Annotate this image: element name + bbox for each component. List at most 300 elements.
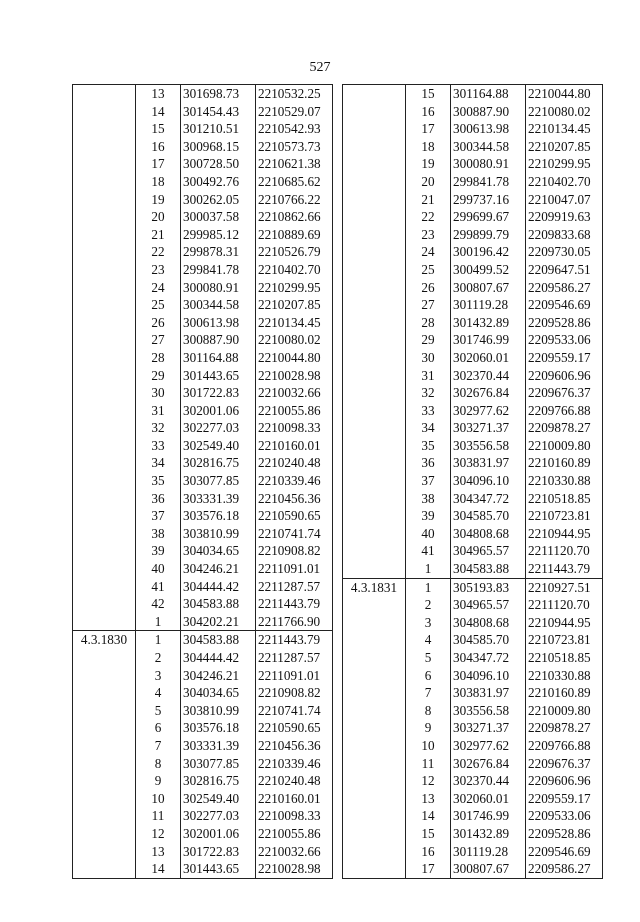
- x-coordinate-cell: 303810.99: [181, 702, 256, 720]
- table-row: [343, 419, 603, 437]
- point-number-cell: 40: [151, 561, 165, 577]
- section-cell: 4.3.1830: [73, 631, 136, 649]
- y-coordinate-cell: 2210908.82: [256, 542, 333, 560]
- table-row: [73, 138, 333, 156]
- point-number-cell: 14: [151, 103, 165, 119]
- point-number-cell: 31: [151, 402, 165, 418]
- section-cell: [73, 384, 136, 402]
- x-coordinate-cell: 301432.89: [451, 314, 526, 332]
- x-coordinate-cell: 303271.37: [451, 419, 526, 437]
- point-number-cell: 3: [424, 614, 432, 630]
- x-coordinate-cell: 304347.72: [451, 649, 526, 667]
- point-number-cell: 19: [151, 191, 165, 207]
- y-coordinate-cell: 2210766.22: [256, 191, 333, 209]
- x-coordinate-cell: 304808.68: [451, 525, 526, 543]
- x-coordinate-cell: 302549.40: [181, 790, 256, 808]
- y-coordinate-cell: 2210573.73: [256, 138, 333, 156]
- section-cell: [343, 437, 406, 455]
- point-number-cell: 34: [151, 455, 165, 471]
- section-cell: [343, 560, 406, 578]
- x-coordinate-cell: 299737.16: [451, 191, 526, 209]
- y-coordinate-cell: 2210009.80: [526, 702, 603, 720]
- section-cell: [343, 472, 406, 490]
- x-coordinate-cell: 305193.83: [451, 578, 526, 596]
- y-coordinate-cell: 2209766.88: [526, 737, 603, 755]
- x-coordinate-cell: 299699.67: [451, 208, 526, 226]
- y-coordinate-cell: 2210207.85: [256, 296, 333, 314]
- table-row: [343, 614, 603, 632]
- x-coordinate-cell: 300492.76: [181, 173, 256, 191]
- x-coordinate-cell: 301432.89: [451, 825, 526, 843]
- y-coordinate-cell: 2210047.07: [526, 191, 603, 209]
- y-coordinate-cell: 2209586.27: [526, 860, 603, 878]
- point-number-cell: 2: [154, 650, 162, 665]
- point-number-cell: 10: [151, 790, 165, 806]
- table-row: [73, 103, 333, 121]
- point-number-cell: 37: [151, 508, 165, 524]
- y-coordinate-cell: 2211091.01: [256, 560, 333, 578]
- section-cell: [343, 825, 406, 843]
- table-row: [343, 667, 603, 685]
- table-row: [343, 790, 603, 808]
- section-cell: [343, 737, 406, 755]
- x-coordinate-cell: 302001.06: [181, 825, 256, 843]
- point-number-cell: 28: [151, 349, 165, 365]
- y-coordinate-cell: 2209528.86: [526, 314, 603, 332]
- y-coordinate-cell: 2210240.48: [256, 454, 333, 472]
- point-number-cell: 18: [151, 173, 165, 189]
- coordinate-table-left: [72, 84, 333, 879]
- point-number-cell: 36: [151, 490, 165, 506]
- y-coordinate-cell: 2210299.95: [256, 279, 333, 297]
- x-coordinate-cell: 304034.65: [181, 542, 256, 560]
- point-number-cell: 21: [151, 226, 165, 242]
- y-coordinate-cell: 2209559.17: [526, 790, 603, 808]
- y-coordinate-cell: 2211443.79: [256, 631, 333, 649]
- section-cell: [343, 138, 406, 156]
- table-row: [73, 667, 333, 685]
- x-coordinate-cell: 300499.52: [451, 261, 526, 279]
- x-coordinate-cell: 302370.44: [451, 367, 526, 385]
- section-cell: [73, 525, 136, 543]
- section-cell: [73, 173, 136, 191]
- section-cell: [343, 120, 406, 138]
- y-coordinate-cell: 2209586.27: [526, 279, 603, 297]
- section-cell: [343, 384, 406, 402]
- section-cell: [73, 331, 136, 349]
- y-coordinate-cell: 2210862.66: [256, 208, 333, 226]
- section-cell: [343, 790, 406, 808]
- x-coordinate-cell: 302001.06: [181, 402, 256, 420]
- section-cell: [73, 755, 136, 773]
- section-cell: [343, 490, 406, 508]
- point-number-cell: 35: [421, 437, 435, 453]
- section-cell: [73, 314, 136, 332]
- table-row: [343, 173, 603, 191]
- y-coordinate-cell: 2209833.68: [526, 226, 603, 244]
- section-cell: [343, 507, 406, 525]
- point-number-cell: 3: [154, 667, 162, 683]
- x-coordinate-cell: 301746.99: [451, 807, 526, 825]
- section-cell: [73, 367, 136, 385]
- table-row: [343, 437, 603, 455]
- table-row: [343, 243, 603, 261]
- table-row: [73, 755, 333, 773]
- table-row: [343, 490, 603, 508]
- x-coordinate-cell: 300613.98: [451, 120, 526, 138]
- y-coordinate-cell: 2210098.33: [256, 807, 333, 825]
- section-cell: [73, 667, 136, 685]
- x-coordinate-cell: 300037.58: [181, 208, 256, 226]
- coordinate-table-right: [342, 84, 603, 879]
- section-cell: [73, 595, 136, 613]
- y-coordinate-cell: 2209647.51: [526, 261, 603, 279]
- y-coordinate-cell: 2210590.65: [256, 719, 333, 737]
- table-row: [343, 138, 603, 156]
- section-cell: [73, 843, 136, 861]
- table-row: [73, 860, 333, 878]
- section-cell: [73, 560, 136, 578]
- point-number-cell: 16: [151, 138, 165, 154]
- y-coordinate-cell: 2210402.70: [526, 173, 603, 191]
- x-coordinate-cell: 302277.03: [181, 807, 256, 825]
- table-row: [343, 825, 603, 843]
- y-coordinate-cell: 2210330.88: [526, 472, 603, 490]
- x-coordinate-cell: 302676.84: [451, 384, 526, 402]
- y-coordinate-cell: 2209606.96: [526, 772, 603, 790]
- section-cell: [343, 226, 406, 244]
- y-coordinate-cell: 2210032.66: [256, 384, 333, 402]
- table-row: [343, 349, 603, 367]
- table-row: [73, 472, 333, 490]
- table-row: [343, 755, 603, 773]
- point-number-cell: 20: [151, 209, 165, 225]
- table-row: [73, 737, 333, 755]
- table-row: [343, 772, 603, 790]
- table-row: [343, 85, 603, 103]
- x-coordinate-cell: 300196.42: [451, 243, 526, 261]
- y-coordinate-cell: 2210207.85: [526, 138, 603, 156]
- x-coordinate-cell: 304096.10: [451, 667, 526, 685]
- table-row: [343, 226, 603, 244]
- table-row: [73, 314, 333, 332]
- y-coordinate-cell: 2209546.69: [526, 843, 603, 861]
- point-number-cell: 24: [151, 279, 165, 295]
- table-row: [73, 402, 333, 420]
- point-number-cell: 9: [424, 720, 432, 736]
- y-coordinate-cell: 2210621.38: [256, 155, 333, 173]
- table-row: [73, 173, 333, 191]
- point-number-cell: 39: [421, 508, 435, 524]
- y-coordinate-cell: 2211120.70: [526, 542, 603, 560]
- section-cell: [73, 138, 136, 156]
- section-cell: [343, 649, 406, 667]
- x-coordinate-cell: 304585.70: [451, 507, 526, 525]
- y-coordinate-cell: 2210028.98: [256, 367, 333, 385]
- point-number-cell: 33: [421, 402, 435, 418]
- x-coordinate-cell: 299985.12: [181, 226, 256, 244]
- section-cell: [343, 85, 406, 103]
- section-cell: [73, 85, 136, 103]
- x-coordinate-cell: 301698.73: [181, 85, 256, 103]
- table-row: [343, 155, 603, 173]
- y-coordinate-cell: 2209546.69: [526, 296, 603, 314]
- table-row: [343, 596, 603, 614]
- table-row: [343, 208, 603, 226]
- section-cell: [73, 120, 136, 138]
- x-coordinate-cell: 302676.84: [451, 755, 526, 773]
- x-coordinate-cell: 302816.75: [181, 772, 256, 790]
- x-coordinate-cell: 301119.28: [451, 843, 526, 861]
- section-cell: [73, 419, 136, 437]
- point-number-cell: 26: [421, 279, 435, 295]
- section-cell: [343, 314, 406, 332]
- section-cell: [73, 719, 136, 737]
- section-cell: [73, 490, 136, 508]
- y-coordinate-cell: 2209606.96: [526, 367, 603, 385]
- point-number-cell: 15: [406, 85, 451, 103]
- table-row: [73, 279, 333, 297]
- table-row: [73, 772, 333, 790]
- x-coordinate-cell: 304246.21: [181, 560, 256, 578]
- y-coordinate-cell: 2211091.01: [256, 667, 333, 685]
- table-row: [343, 843, 603, 861]
- x-coordinate-cell: 302060.01: [451, 790, 526, 808]
- y-coordinate-cell: 2210456.36: [256, 737, 333, 755]
- section-cell: [73, 542, 136, 560]
- x-coordinate-cell: 300080.91: [451, 155, 526, 173]
- x-coordinate-cell: 304096.10: [451, 472, 526, 490]
- section-cell: [73, 349, 136, 367]
- table-row: [343, 384, 603, 402]
- x-coordinate-cell: 304583.88: [181, 595, 256, 613]
- section-cell: [343, 103, 406, 121]
- section-cell: [73, 578, 136, 596]
- y-coordinate-cell: 2209878.27: [526, 419, 603, 437]
- table-row: [73, 684, 333, 702]
- y-coordinate-cell: 2210590.65: [256, 507, 333, 525]
- y-coordinate-cell: 2210009.80: [526, 437, 603, 455]
- section-cell: [73, 437, 136, 455]
- x-coordinate-cell: 300344.58: [451, 138, 526, 156]
- point-number-cell: 20: [421, 173, 435, 189]
- table-row: [343, 684, 603, 702]
- x-coordinate-cell: 300807.67: [451, 279, 526, 297]
- table-row: [73, 367, 333, 385]
- x-coordinate-cell: 300807.67: [451, 860, 526, 878]
- point-number-cell: 11: [421, 755, 435, 771]
- y-coordinate-cell: 2210339.46: [256, 472, 333, 490]
- x-coordinate-cell: 304444.42: [181, 578, 256, 596]
- y-coordinate-cell: 2210160.01: [256, 437, 333, 455]
- y-coordinate-cell: 2210160.89: [526, 454, 603, 472]
- table-row: [73, 790, 333, 808]
- y-coordinate-cell: 2210134.45: [526, 120, 603, 138]
- point-number-cell: 16: [421, 843, 435, 859]
- table-row: [73, 631, 333, 649]
- section-cell: [73, 507, 136, 525]
- table-row: [73, 649, 333, 667]
- table-row: [343, 191, 603, 209]
- section-cell: [73, 226, 136, 244]
- table-row: [343, 314, 603, 332]
- section-cell: [343, 331, 406, 349]
- x-coordinate-cell: 302977.62: [451, 402, 526, 420]
- y-coordinate-cell: 2210456.36: [256, 490, 333, 508]
- x-coordinate-cell: 301119.28: [451, 296, 526, 314]
- x-coordinate-cell: 303331.39: [181, 490, 256, 508]
- point-number-cell: 16: [421, 103, 435, 119]
- x-coordinate-cell: 300968.15: [181, 138, 256, 156]
- table-row: [343, 719, 603, 737]
- y-coordinate-cell: 2210532.25: [256, 85, 333, 103]
- section-cell: [73, 772, 136, 790]
- point-number-cell: 14: [136, 860, 181, 878]
- x-coordinate-cell: 301722.83: [181, 843, 256, 861]
- section-cell: [343, 667, 406, 685]
- x-coordinate-cell: 302060.01: [451, 349, 526, 367]
- table-row: [73, 208, 333, 226]
- point-number-cell: 27: [421, 297, 435, 313]
- section-cell: [73, 296, 136, 314]
- table-row: [343, 402, 603, 420]
- table-row: [73, 560, 333, 578]
- table-row: [343, 702, 603, 720]
- point-number-cell: 23: [421, 226, 435, 242]
- point-number-cell: 30: [421, 349, 435, 365]
- x-coordinate-cell: 300728.50: [181, 155, 256, 173]
- table-row: [73, 419, 333, 437]
- section-cell: [343, 349, 406, 367]
- section-cell: [343, 279, 406, 297]
- point-number-cell: 13: [136, 85, 181, 103]
- y-coordinate-cell: 2210032.66: [256, 843, 333, 861]
- y-coordinate-cell: 2210134.45: [256, 314, 333, 332]
- y-coordinate-cell: 2210529.07: [256, 103, 333, 121]
- point-number-cell: 7: [424, 685, 432, 701]
- section-cell: [343, 173, 406, 191]
- y-coordinate-cell: 2209878.27: [526, 719, 603, 737]
- x-coordinate-cell: 301164.88: [181, 349, 256, 367]
- table-row: [343, 120, 603, 138]
- table-row: [343, 331, 603, 349]
- page-number: 527: [309, 60, 331, 75]
- point-number-cell: 4: [424, 632, 432, 648]
- table-row: [343, 542, 603, 560]
- x-coordinate-cell: 303576.18: [181, 719, 256, 737]
- y-coordinate-cell: 2210339.46: [256, 755, 333, 773]
- section-cell: [73, 402, 136, 420]
- y-coordinate-cell: 2211120.70: [526, 596, 603, 614]
- point-number-cell: 18: [421, 138, 435, 154]
- table-row: [343, 631, 603, 649]
- point-number-cell: 29: [421, 332, 435, 348]
- y-coordinate-cell: 2210741.74: [256, 525, 333, 543]
- table-row: [343, 807, 603, 825]
- section-cell: [343, 208, 406, 226]
- point-number-cell: 24: [421, 244, 435, 260]
- section-cell: [343, 542, 406, 560]
- section-cell: [73, 454, 136, 472]
- table-row: [73, 507, 333, 525]
- x-coordinate-cell: 303556.58: [451, 702, 526, 720]
- y-coordinate-cell: 2211443.79: [526, 560, 603, 578]
- point-number-cell: 1: [154, 613, 162, 629]
- table-row: [73, 825, 333, 843]
- point-number-cell: 22: [421, 209, 435, 225]
- section-cell: [73, 702, 136, 720]
- section-cell: [73, 103, 136, 121]
- section-cell: [73, 155, 136, 173]
- section-cell: [343, 860, 406, 878]
- table-row: [73, 807, 333, 825]
- section-cell: [343, 719, 406, 737]
- point-number-cell: 41: [151, 578, 165, 594]
- section-cell: [343, 614, 406, 632]
- y-coordinate-cell: 2210299.95: [526, 155, 603, 173]
- x-coordinate-cell: 299841.78: [181, 261, 256, 279]
- table-row: [343, 454, 603, 472]
- x-coordinate-cell: 303831.97: [451, 454, 526, 472]
- table-row: [73, 191, 333, 209]
- table-row: [73, 226, 333, 244]
- y-coordinate-cell: 2210098.33: [256, 419, 333, 437]
- x-coordinate-cell: 304808.68: [451, 614, 526, 632]
- y-coordinate-cell: 2209559.17: [526, 349, 603, 367]
- x-coordinate-cell: 303576.18: [181, 507, 256, 525]
- table-row: [73, 331, 333, 349]
- point-number-cell: 17: [151, 156, 165, 172]
- y-coordinate-cell: 2209533.06: [526, 331, 603, 349]
- section-cell: [343, 261, 406, 279]
- table-row: [73, 120, 333, 138]
- point-number-cell: 13: [421, 790, 435, 806]
- x-coordinate-cell: 302977.62: [451, 737, 526, 755]
- x-coordinate-cell: 303831.97: [451, 684, 526, 702]
- point-number-cell: 5: [424, 650, 432, 665]
- table-row: [73, 243, 333, 261]
- table-row: [73, 155, 333, 173]
- table-row: [73, 595, 333, 613]
- point-number-cell: 8: [424, 702, 432, 718]
- x-coordinate-cell: 299841.78: [451, 173, 526, 191]
- x-coordinate-cell: 304444.42: [181, 649, 256, 667]
- y-coordinate-cell: 2211443.79: [256, 595, 333, 613]
- section-cell: [343, 525, 406, 543]
- table-row: [343, 472, 603, 490]
- section-cell: [343, 296, 406, 314]
- table-row: [343, 860, 603, 878]
- x-coordinate-cell: 301454.43: [181, 103, 256, 121]
- point-number-cell: 28: [421, 314, 435, 330]
- point-number-cell: 23: [151, 261, 165, 277]
- section-cell: [343, 419, 406, 437]
- table-row: [343, 560, 603, 578]
- point-number-cell: 11: [151, 808, 165, 824]
- y-coordinate-cell: 2209676.37: [526, 755, 603, 773]
- point-number-cell: 30: [151, 385, 165, 401]
- point-number-cell: 15: [421, 825, 435, 841]
- point-number-cell: 37: [421, 473, 435, 489]
- table-row: [73, 296, 333, 314]
- y-coordinate-cell: 2210160.01: [256, 790, 333, 808]
- y-coordinate-cell: 2211287.57: [256, 578, 333, 596]
- x-coordinate-cell: 304583.88: [451, 560, 526, 578]
- x-coordinate-cell: 304585.70: [451, 631, 526, 649]
- x-coordinate-cell: 304347.72: [451, 490, 526, 508]
- point-number-cell: 7: [154, 737, 162, 753]
- table-row: [73, 525, 333, 543]
